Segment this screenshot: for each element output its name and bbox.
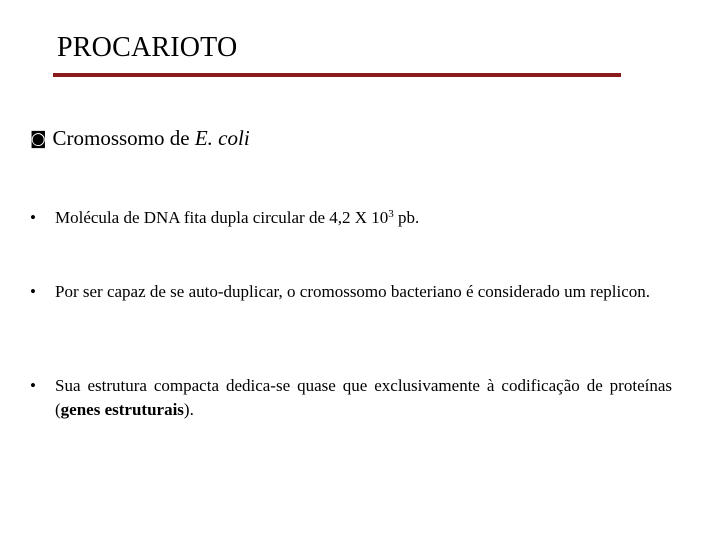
title-underline: [53, 73, 621, 77]
bullet-text: Por ser capaz de se auto-duplicar, o cromossomo bacteriano é considerado um replicon.: [55, 282, 651, 301]
bullet-text-bold: genes estruturais: [60, 400, 184, 419]
bullet-text-exponent: 3: [388, 208, 394, 220]
bullet-item: [30, 374, 672, 422]
bullet-text-end: ).: [183, 400, 194, 419]
bullet-text: [55, 206, 672, 230]
bullet-item: [30, 280, 672, 304]
section-heading-label: Cromossomo de: [52, 126, 190, 150]
section-heading: [30, 124, 250, 153]
bullet-text-main: Molécula de DNA fita dupla circular de 4,2 X 10: [55, 208, 389, 227]
bullet-text-main: Sua estrutura compacta dedica-se quase que exclusivamente à codificação de proteínas (: [55, 376, 672, 419]
bullet-text-end: pb.: [393, 208, 420, 227]
square-bullet-icon: ◙: [30, 129, 47, 149]
bullet-dot-icon: •: [30, 208, 36, 227]
bullet-dot-icon: •: [30, 376, 36, 395]
bullet-text: [55, 374, 672, 422]
bullet-item: [30, 206, 672, 230]
section-heading-organism: E. coli: [194, 126, 250, 150]
bullet-dot-icon: •: [30, 282, 36, 301]
slide-title: PROCARIOTO: [57, 32, 238, 63]
